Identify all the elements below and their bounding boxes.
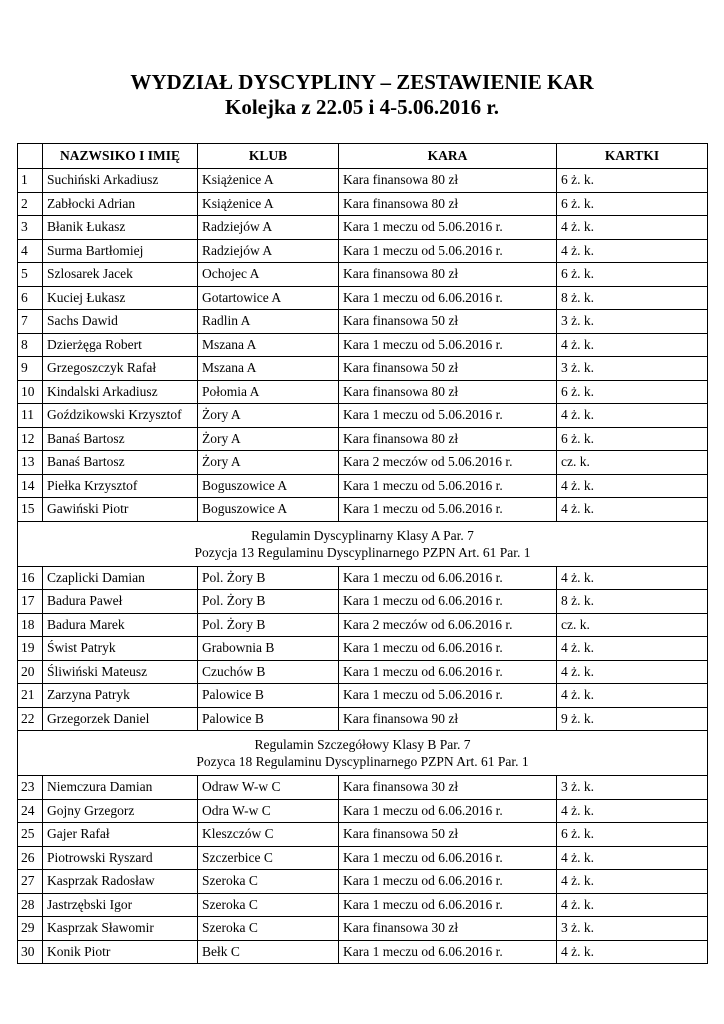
cell-penalty: Kara finansowa 80 zł <box>339 380 557 404</box>
cell-name: Banaś Bartosz <box>43 427 198 451</box>
cell-number: 20 <box>18 660 43 684</box>
table-row <box>18 427 708 451</box>
cell-cards: 4 ż. k. <box>557 846 708 870</box>
cell-number: 17 <box>18 590 43 614</box>
cell-name: Surma Bartłomiej <box>43 239 198 263</box>
cell-club: Boguszowice A <box>198 498 339 522</box>
cell-cards: 4 ż. k. <box>557 940 708 964</box>
table-row <box>18 192 708 216</box>
cell-number: 19 <box>18 637 43 661</box>
cell-name: Grzegoszczyk Rafał <box>43 357 198 381</box>
table-header <box>18 144 708 169</box>
table-row <box>18 707 708 731</box>
cell-cards: 6 ż. k. <box>557 263 708 287</box>
cell-club: Grabownia B <box>198 637 339 661</box>
table-row <box>18 451 708 475</box>
cell-club: Żory A <box>198 451 339 475</box>
cell-name: Kasprzak Radosław <box>43 870 198 894</box>
cell-club: Żory A <box>198 404 339 428</box>
cell-cards: 4 ż. k. <box>557 333 708 357</box>
cell-club: Szczerbice C <box>198 846 339 870</box>
cell-club: Książenice A <box>198 192 339 216</box>
column-header-number <box>18 144 43 169</box>
cell-club: Bełk C <box>198 940 339 964</box>
cell-club: Radziejów A <box>198 216 339 240</box>
regulation-note-row <box>18 731 708 776</box>
cell-penalty: Kara finansowa 50 zł <box>339 310 557 334</box>
cell-number: 7 <box>18 310 43 334</box>
cell-number: 11 <box>18 404 43 428</box>
table-row <box>18 216 708 240</box>
cell-club: Ochojec A <box>198 263 339 287</box>
cell-name: Suchiński Arkadiusz <box>43 169 198 193</box>
cell-number: 23 <box>18 776 43 800</box>
cell-cards: cz. k. <box>557 613 708 637</box>
table-row <box>18 637 708 661</box>
cell-club: Gotartowice A <box>198 286 339 310</box>
cell-name: Zarzyna Patryk <box>43 684 198 708</box>
cell-cards: 3 ż. k. <box>557 310 708 334</box>
cell-penalty: Kara 1 meczu od 6.06.2016 r. <box>339 566 557 590</box>
cell-club: Radziejów A <box>198 239 339 263</box>
cell-penalty: Kara 1 meczu od 6.06.2016 r. <box>339 940 557 964</box>
cell-club: Boguszowice A <box>198 474 339 498</box>
cell-cards: 4 ż. k. <box>557 216 708 240</box>
cell-cards: 4 ż. k. <box>557 637 708 661</box>
cell-cards: 3 ż. k. <box>557 776 708 800</box>
cell-cards: 4 ż. k. <box>557 404 708 428</box>
cell-cards: 8 ż. k. <box>557 590 708 614</box>
table-row <box>18 660 708 684</box>
column-header-name: NAZWSIKO I IMIĘ <box>43 144 198 169</box>
cell-penalty: Kara 1 meczu od 6.06.2016 r. <box>339 637 557 661</box>
cell-number: 3 <box>18 216 43 240</box>
cell-number: 26 <box>18 846 43 870</box>
cell-club: Pol. Żory B <box>198 590 339 614</box>
cell-cards: 6 ż. k. <box>557 192 708 216</box>
cell-name: Gojny Grzegorz <box>43 799 198 823</box>
column-header-club: KLUB <box>198 144 339 169</box>
cell-penalty: Kara 2 meczów od 5.06.2016 r. <box>339 451 557 475</box>
regulation-note-line: Regulamin Szczegółowy Klasy B Par. 7 <box>254 737 471 752</box>
cell-cards: 4 ż. k. <box>557 799 708 823</box>
cell-name: Sachs Dawid <box>43 310 198 334</box>
cell-cards: 3 ż. k. <box>557 917 708 941</box>
cell-name: Piełka Krzysztof <box>43 474 198 498</box>
cell-number: 21 <box>18 684 43 708</box>
table-row <box>18 498 708 522</box>
document-title: WYDZIAŁ DYSCYPLINY – ZESTAWIENIE KAR <box>130 70 594 94</box>
cell-club: Czuchów B <box>198 660 339 684</box>
cell-name: Badura Paweł <box>43 590 198 614</box>
cell-penalty: Kara 1 meczu od 5.06.2016 r. <box>339 239 557 263</box>
cell-penalty: Kara 1 meczu od 6.06.2016 r. <box>339 660 557 684</box>
table-row <box>18 333 708 357</box>
cell-club: Mszana A <box>198 333 339 357</box>
cell-penalty: Kara finansowa 90 zł <box>339 707 557 731</box>
cell-club: Palowice B <box>198 707 339 731</box>
cell-number: 24 <box>18 799 43 823</box>
cell-cards: 4 ż. k. <box>557 566 708 590</box>
cell-number: 28 <box>18 893 43 917</box>
table-row <box>18 870 708 894</box>
cell-cards: 4 ż. k. <box>557 498 708 522</box>
cell-number: 25 <box>18 823 43 847</box>
table-row <box>18 286 708 310</box>
cell-club: Pol. Żory B <box>198 613 339 637</box>
cell-name: Kuciej Łukasz <box>43 286 198 310</box>
cell-number: 8 <box>18 333 43 357</box>
regulation-note-line: Pozycja 13 Regulaminu Dyscyplinarnego PZPN Art. 61 Par. 1 <box>194 544 531 560</box>
cell-penalty: Kara 1 meczu od 5.06.2016 r. <box>339 216 557 240</box>
cell-penalty: Kara 1 meczu od 5.06.2016 r. <box>339 333 557 357</box>
cell-number: 22 <box>18 707 43 731</box>
table-row <box>18 823 708 847</box>
cell-penalty: Kara 1 meczu od 6.06.2016 r. <box>339 286 557 310</box>
cell-club: Odra W-w C <box>198 799 339 823</box>
table-row <box>18 776 708 800</box>
cell-number: 18 <box>18 613 43 637</box>
cell-club: Książenice A <box>198 169 339 193</box>
cell-number: 2 <box>18 192 43 216</box>
cell-name: Konik Piotr <box>43 940 198 964</box>
cell-penalty: Kara finansowa 80 zł <box>339 263 557 287</box>
cell-name: Banaś Bartosz <box>43 451 198 475</box>
table-row <box>18 310 708 334</box>
cell-club: Szeroka C <box>198 893 339 917</box>
cell-name: Badura Marek <box>43 613 198 637</box>
cell-penalty: Kara finansowa 50 zł <box>339 823 557 847</box>
column-header-penalty: KARA <box>339 144 557 169</box>
document-header <box>0 70 724 120</box>
table-row <box>18 846 708 870</box>
table-row <box>18 684 708 708</box>
cell-cards: 6 ż. k. <box>557 169 708 193</box>
cell-number: 14 <box>18 474 43 498</box>
cell-name: Grzegorzek Daniel <box>43 707 198 731</box>
cell-number: 13 <box>18 451 43 475</box>
table-row <box>18 613 708 637</box>
table-row <box>18 893 708 917</box>
cell-cards: 8 ż. k. <box>557 286 708 310</box>
cell-club: Pol. Żory B <box>198 566 339 590</box>
cell-number: 12 <box>18 427 43 451</box>
table-row <box>18 169 708 193</box>
table-row <box>18 566 708 590</box>
cell-cards: 4 ż. k. <box>557 893 708 917</box>
cell-club: Radlin A <box>198 310 339 334</box>
table-row <box>18 380 708 404</box>
cell-number: 4 <box>18 239 43 263</box>
cell-name: Świst Patryk <box>43 637 198 661</box>
cell-club: Mszana A <box>198 357 339 381</box>
cell-penalty: Kara 1 meczu od 6.06.2016 r. <box>339 893 557 917</box>
cell-club: Palowice B <box>198 684 339 708</box>
cell-cards: 4 ż. k. <box>557 474 708 498</box>
cell-number: 15 <box>18 498 43 522</box>
cell-cards: 3 ż. k. <box>557 357 708 381</box>
cell-name: Kasprzak Sławomir <box>43 917 198 941</box>
table-row <box>18 357 708 381</box>
cell-penalty: Kara finansowa 30 zł <box>339 776 557 800</box>
cell-name: Dzierżęga Robert <box>43 333 198 357</box>
cell-cards: 4 ż. k. <box>557 684 708 708</box>
cell-penalty: Kara 1 meczu od 5.06.2016 r. <box>339 474 557 498</box>
cell-penalty: Kara finansowa 80 zł <box>339 169 557 193</box>
cell-number: 10 <box>18 380 43 404</box>
cell-name: Śliwiński Mateusz <box>43 660 198 684</box>
cell-penalty: Kara 1 meczu od 6.06.2016 r. <box>339 870 557 894</box>
regulation-note <box>18 521 708 566</box>
cell-penalty: Kara 1 meczu od 6.06.2016 r. <box>339 590 557 614</box>
cell-cards: 4 ż. k. <box>557 239 708 263</box>
table-row <box>18 799 708 823</box>
cell-cards: 4 ż. k. <box>557 870 708 894</box>
cell-number: 6 <box>18 286 43 310</box>
document-subtitle: Kolejka z 22.05 i 4-5.06.2016 r. <box>225 95 499 119</box>
cell-penalty: Kara finansowa 80 zł <box>339 192 557 216</box>
cell-name: Piotrowski Ryszard <box>43 846 198 870</box>
cell-penalty: Kara 1 meczu od 5.06.2016 r. <box>339 684 557 708</box>
cell-penalty: Kara 1 meczu od 5.06.2016 r. <box>339 498 557 522</box>
cell-name: Kindalski Arkadiusz <box>43 380 198 404</box>
cell-club: Połomia A <box>198 380 339 404</box>
cell-name: Czaplicki Damian <box>43 566 198 590</box>
cell-name: Błanik Łukasz <box>43 216 198 240</box>
cell-number: 27 <box>18 870 43 894</box>
header-row <box>18 144 708 169</box>
cell-number: 5 <box>18 263 43 287</box>
cell-penalty: Kara finansowa 50 zł <box>339 357 557 381</box>
cell-penalty: Kara 1 meczu od 6.06.2016 r. <box>339 846 557 870</box>
regulation-note-line: Pozyca 18 Regulaminu Dyscyplinarnego PZPN Art. 61 Par. 1 <box>196 754 529 769</box>
cell-number: 9 <box>18 357 43 381</box>
table-body <box>18 169 708 964</box>
cell-name: Gawiński Piotr <box>43 498 198 522</box>
cell-club: Żory A <box>198 427 339 451</box>
table-row <box>18 263 708 287</box>
table-row <box>18 940 708 964</box>
cell-name: Gajer Rafał <box>43 823 198 847</box>
cell-cards: 6 ż. k. <box>557 427 708 451</box>
regulation-note <box>18 731 708 776</box>
cell-cards: 6 ż. k. <box>557 823 708 847</box>
cell-name: Goździkowski Krzysztof <box>43 404 198 428</box>
regulation-note-row <box>18 521 708 566</box>
cell-club: Szeroka C <box>198 917 339 941</box>
table-row <box>18 404 708 428</box>
cell-number: 30 <box>18 940 43 964</box>
cell-number: 29 <box>18 917 43 941</box>
cell-club: Kleszczów C <box>198 823 339 847</box>
column-header-cards: KARTKI <box>557 144 708 169</box>
cell-name: Jastrzębski Igor <box>43 893 198 917</box>
cell-number: 16 <box>18 566 43 590</box>
cell-penalty: Kara 1 meczu od 6.06.2016 r. <box>339 799 557 823</box>
cell-penalty: Kara finansowa 30 zł <box>339 917 557 941</box>
cell-cards: 6 ż. k. <box>557 380 708 404</box>
cell-penalty: Kara finansowa 80 zł <box>339 427 557 451</box>
cell-name: Szlosarek Jacek <box>43 263 198 287</box>
cell-club: Odraw W-w C <box>198 776 339 800</box>
penalties-table <box>17 143 708 964</box>
table-row <box>18 474 708 498</box>
cell-number: 1 <box>18 169 43 193</box>
cell-cards: 4 ż. k. <box>557 660 708 684</box>
cell-cards: 9 ż. k. <box>557 707 708 731</box>
regulation-note-line: Regulamin Dyscyplinarny Klasy A Par. 7 <box>251 527 474 543</box>
cell-penalty: Kara 1 meczu od 5.06.2016 r. <box>339 404 557 428</box>
table-row <box>18 917 708 941</box>
cell-cards: cz. k. <box>557 451 708 475</box>
cell-name: Zabłocki Adrian <box>43 192 198 216</box>
cell-club: Szeroka C <box>198 870 339 894</box>
table-row <box>18 239 708 263</box>
cell-penalty: Kara 2 meczów od 6.06.2016 r. <box>339 613 557 637</box>
cell-name: Niemczura Damian <box>43 776 198 800</box>
table-row <box>18 590 708 614</box>
